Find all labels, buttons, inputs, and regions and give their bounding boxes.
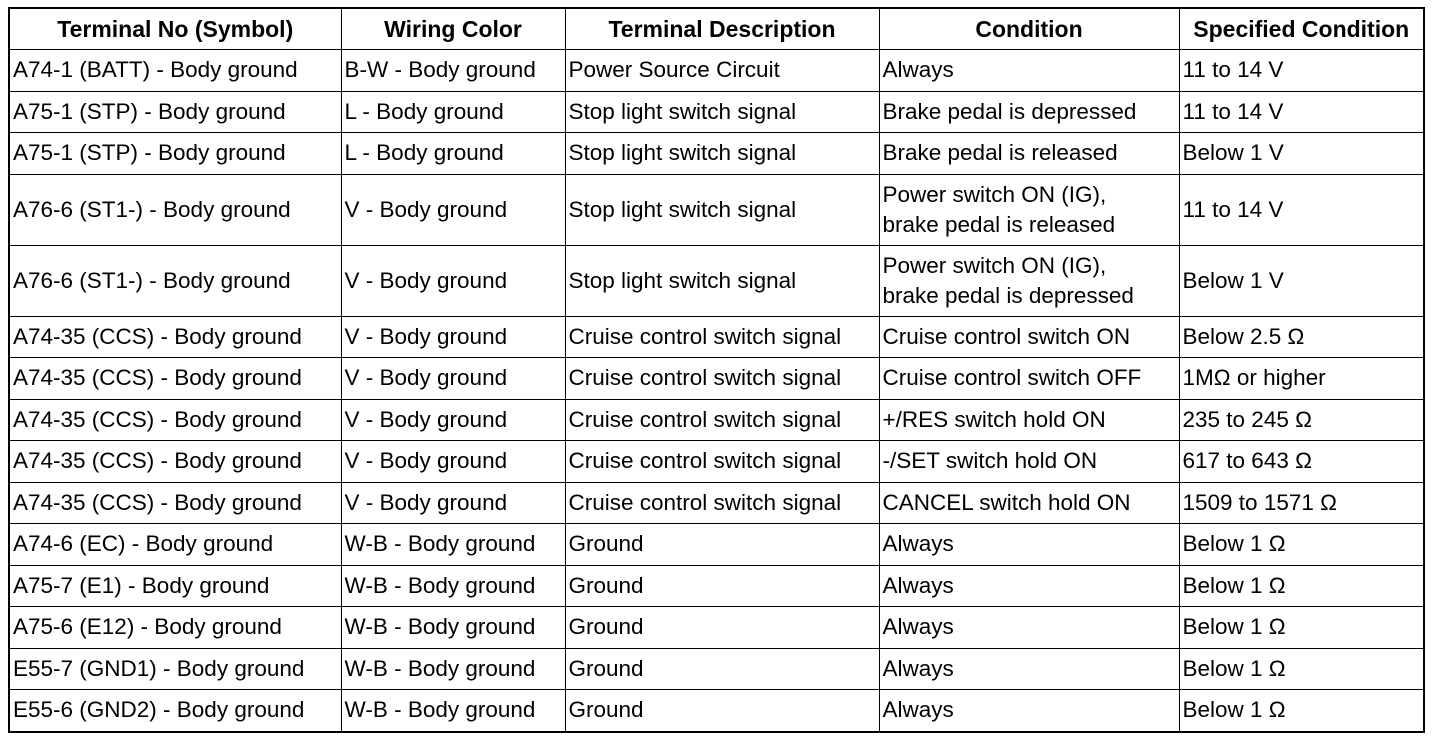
terminal-check-table: [8, 7, 1425, 733]
cell-wiring-color: W-B - Body ground: [341, 648, 565, 690]
table-row: [9, 482, 1424, 524]
cell-wiring-color: V - Body ground: [341, 174, 565, 245]
cell-terminal-description: Ground: [565, 648, 879, 690]
table-row: [9, 690, 1424, 732]
cell-condition: Power switch ON (IG), brake pedal is released: [879, 174, 1179, 245]
cell-condition: CANCEL switch hold ON: [879, 482, 1179, 524]
cell-terminal-no: A75-1 (STP) - Body ground: [9, 91, 341, 133]
table-header: [9, 8, 1424, 50]
cell-specified-condition: 1509 to 1571 Ω: [1179, 482, 1424, 524]
cell-condition: Always: [879, 524, 1179, 566]
cell-terminal-no: E55-7 (GND1) - Body ground: [9, 648, 341, 690]
cell-terminal-description: Stop light switch signal: [565, 91, 879, 133]
cell-terminal-description: Cruise control switch signal: [565, 441, 879, 483]
cell-terminal-description: Cruise control switch signal: [565, 399, 879, 441]
cell-specified-condition: Below 2.5 Ω: [1179, 316, 1424, 358]
cell-wiring-color: L - Body ground: [341, 133, 565, 175]
cell-terminal-no: A75-6 (E12) - Body ground: [9, 607, 341, 649]
table-body: [9, 50, 1424, 732]
cell-specified-condition: 11 to 14 V: [1179, 50, 1424, 92]
cell-wiring-color: W-B - Body ground: [341, 565, 565, 607]
cell-specified-condition: 1MΩ or higher: [1179, 358, 1424, 400]
cell-condition: Cruise control switch OFF: [879, 358, 1179, 400]
cell-condition: Always: [879, 648, 1179, 690]
cell-wiring-color: W-B - Body ground: [341, 607, 565, 649]
cell-terminal-description: Ground: [565, 524, 879, 566]
cell-terminal-no: A74-35 (CCS) - Body ground: [9, 358, 341, 400]
cell-condition: Cruise control switch ON: [879, 316, 1179, 358]
cell-terminal-no: A74-35 (CCS) - Body ground: [9, 316, 341, 358]
header-condition: Condition: [879, 8, 1179, 50]
table-row: [9, 648, 1424, 690]
cell-terminal-description: Stop light switch signal: [565, 133, 879, 175]
cell-specified-condition: 11 to 14 V: [1179, 91, 1424, 133]
cell-terminal-description: Stop light switch signal: [565, 174, 879, 245]
cell-specified-condition: 235 to 245 Ω: [1179, 399, 1424, 441]
cell-terminal-description: Cruise control switch signal: [565, 316, 879, 358]
cell-terminal-no: A74-35 (CCS) - Body ground: [9, 399, 341, 441]
cell-terminal-description: Cruise control switch signal: [565, 482, 879, 524]
cell-terminal-no: A74-35 (CCS) - Body ground: [9, 482, 341, 524]
cell-condition: -/SET switch hold ON: [879, 441, 1179, 483]
cell-terminal-no: A76-6 (ST1-) - Body ground: [9, 245, 341, 316]
cell-specified-condition: Below 1 Ω: [1179, 607, 1424, 649]
cell-condition: +/RES switch hold ON: [879, 399, 1179, 441]
cell-condition: Always: [879, 50, 1179, 92]
table-row: [9, 524, 1424, 566]
header-terminal-no: Terminal No (Symbol): [9, 8, 341, 50]
cell-terminal-description: Ground: [565, 607, 879, 649]
cell-wiring-color: V - Body ground: [341, 316, 565, 358]
cell-terminal-no: A74-1 (BATT) - Body ground: [9, 50, 341, 92]
cell-condition: Brake pedal is released: [879, 133, 1179, 175]
cell-wiring-color: W-B - Body ground: [341, 690, 565, 732]
cell-specified-condition: Below 1 Ω: [1179, 524, 1424, 566]
cell-condition: Always: [879, 690, 1179, 732]
cell-terminal-description: Power Source Circuit: [565, 50, 879, 92]
cell-wiring-color: W-B - Body ground: [341, 524, 565, 566]
cell-condition: Always: [879, 565, 1179, 607]
cell-specified-condition: Below 1 Ω: [1179, 648, 1424, 690]
cell-terminal-no: A75-7 (E1) - Body ground: [9, 565, 341, 607]
cell-specified-condition: 11 to 14 V: [1179, 174, 1424, 245]
cell-wiring-color: V - Body ground: [341, 441, 565, 483]
header-row: [9, 8, 1424, 50]
cell-specified-condition: Below 1 Ω: [1179, 565, 1424, 607]
cell-specified-condition: Below 1 Ω: [1179, 690, 1424, 732]
table-row: [9, 174, 1424, 245]
cell-wiring-color: V - Body ground: [341, 245, 565, 316]
cell-terminal-description: Ground: [565, 565, 879, 607]
table-row: [9, 358, 1424, 400]
cell-wiring-color: V - Body ground: [341, 358, 565, 400]
header-specified-condition: Specified Condition: [1179, 8, 1424, 50]
header-terminal-description: Terminal Description: [565, 8, 879, 50]
cell-wiring-color: B-W - Body ground: [341, 50, 565, 92]
cell-wiring-color: V - Body ground: [341, 482, 565, 524]
cell-terminal-no: A74-35 (CCS) - Body ground: [9, 441, 341, 483]
cell-condition: Always: [879, 607, 1179, 649]
cell-condition: Brake pedal is depressed: [879, 91, 1179, 133]
table-row: [9, 607, 1424, 649]
table-row: [9, 565, 1424, 607]
cell-wiring-color: L - Body ground: [341, 91, 565, 133]
cell-terminal-no: A75-1 (STP) - Body ground: [9, 133, 341, 175]
table-row: [9, 316, 1424, 358]
table-row: [9, 50, 1424, 92]
cell-specified-condition: 617 to 643 Ω: [1179, 441, 1424, 483]
table-row: [9, 441, 1424, 483]
cell-terminal-description: Stop light switch signal: [565, 245, 879, 316]
cell-terminal-description: Cruise control switch signal: [565, 358, 879, 400]
header-wiring-color: Wiring Color: [341, 8, 565, 50]
cell-specified-condition: Below 1 V: [1179, 133, 1424, 175]
cell-terminal-description: Ground: [565, 690, 879, 732]
cell-condition: Power switch ON (IG), brake pedal is depressed: [879, 245, 1179, 316]
cell-terminal-no: A76-6 (ST1-) - Body ground: [9, 174, 341, 245]
table-row: [9, 91, 1424, 133]
cell-wiring-color: V - Body ground: [341, 399, 565, 441]
cell-specified-condition: Below 1 V: [1179, 245, 1424, 316]
cell-terminal-no: A74-6 (EC) - Body ground: [9, 524, 341, 566]
table-row: [9, 399, 1424, 441]
table-row: [9, 245, 1424, 316]
table-row: [9, 133, 1424, 175]
cell-terminal-no: E55-6 (GND2) - Body ground: [9, 690, 341, 732]
